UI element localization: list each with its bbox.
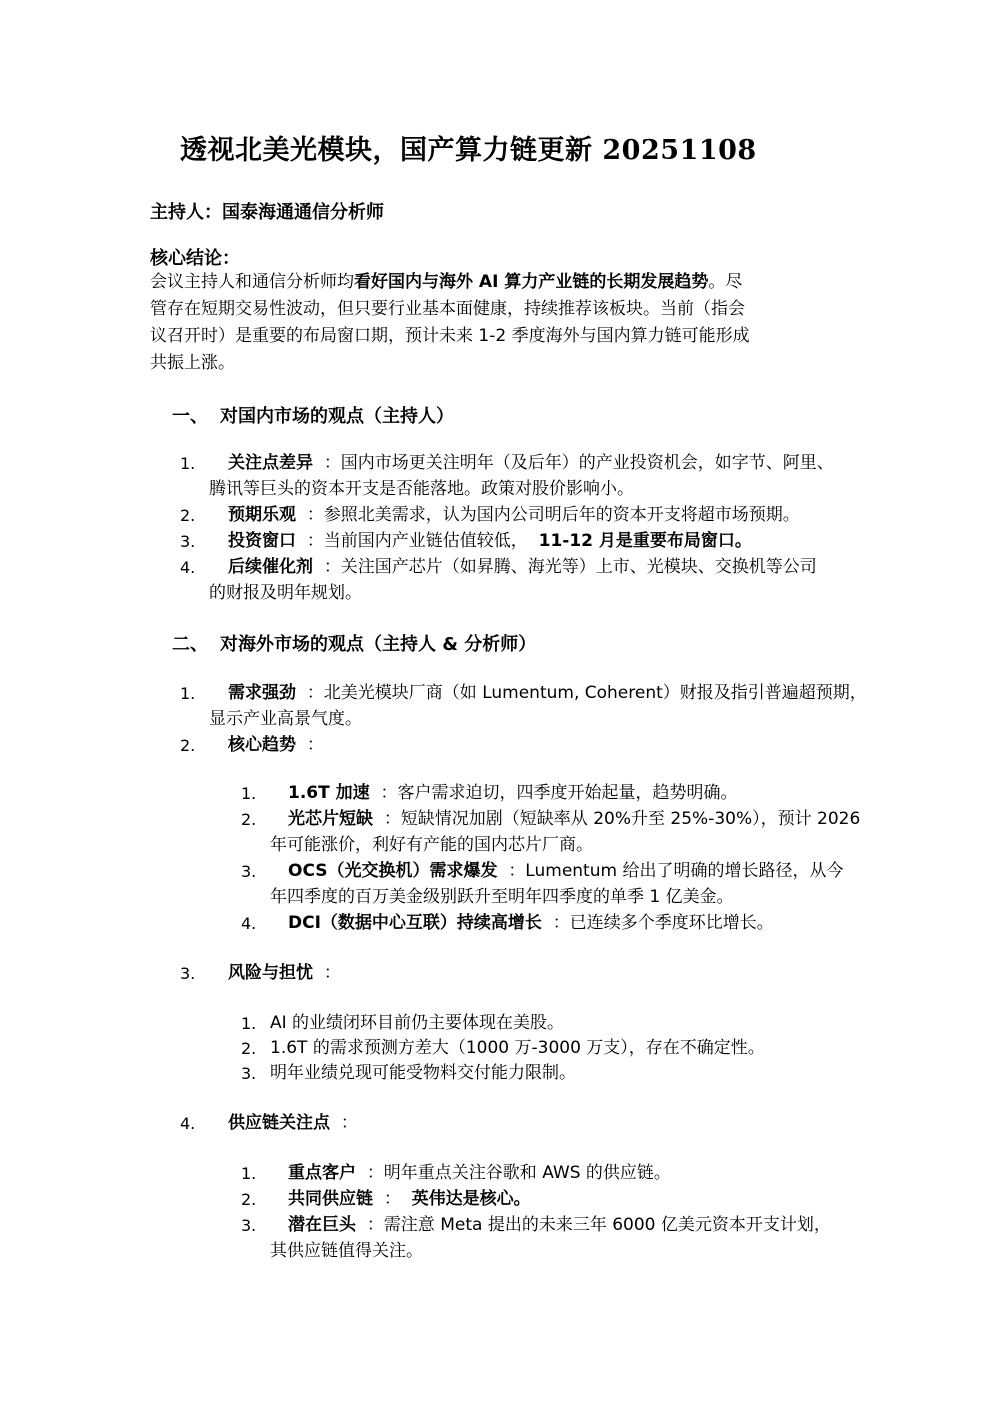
item-highlight: 11-12 月是重要布局窗口。 [538, 531, 752, 551]
sublist-number: 4. [241, 914, 257, 933]
sublist-item [288, 807, 860, 832]
list-item [228, 503, 800, 528]
sublist-number: 3. [241, 1064, 257, 1083]
sublist-item: AI 的业绩闭环目前仍主要体现在美股。 [270, 1013, 565, 1033]
list-number: 1. [180, 684, 196, 703]
list-item [228, 681, 867, 706]
list-number: 2. [180, 506, 196, 525]
sublist-number: 2. [241, 810, 257, 829]
core-line-4: 共振上涨。 [150, 353, 235, 373]
sublist-number: 2. [241, 1039, 257, 1058]
section-2-heading: 对海外市场的观点（主持人 & 分析师） [220, 634, 537, 655]
sublist-continuation: 年四季度的百万美金级别跃升至明年四季度的单季 1 亿美金。 [270, 887, 734, 907]
host-label: 主持人：国泰海通通信分析师 [150, 202, 384, 223]
list-number: 4. [180, 558, 196, 577]
list-number: 3. [180, 532, 196, 551]
item-key: 后续催化剂 [228, 557, 313, 577]
sublist-number: 1. [241, 784, 257, 803]
item-key: 风险与担忧 [228, 963, 313, 983]
item-key: 1.6T 加速 [288, 783, 370, 803]
item-key: 重点客户 [288, 1163, 356, 1183]
item-key: 投资窗口 [228, 531, 296, 551]
sublist-item [288, 1213, 831, 1238]
section-1-number: 一、 [172, 406, 208, 427]
sublist-continuation: 年可能涨价，利好有产能的国内芯片厂商。 [270, 835, 593, 855]
item-text: ：关注国产芯片（如昇腾、海光等）上市、光模块、交换机等公司 [323, 557, 817, 577]
item-key: 核心趋势 [228, 735, 296, 755]
item-text: ：国内市场更关注明年（及后年）的产业投资机会，如字节、阿里、 [323, 453, 834, 473]
item-text: ：当前国内产业链估值较低， [306, 531, 528, 551]
core-heading: 核心结论： [150, 248, 240, 269]
sublist-number: 3. [241, 862, 257, 881]
list-item-continuation: 的财报及明年规划。 [209, 583, 362, 603]
list-item [228, 961, 341, 986]
item-text: ： [340, 1113, 358, 1133]
list-number: 1. [180, 454, 196, 473]
list-item [228, 451, 834, 476]
sublist-number: 1. [241, 1014, 257, 1033]
item-key: OCS（光交换机）需求爆发 [288, 861, 498, 881]
list-item [228, 555, 817, 580]
sublist-continuation: 其供应链值得关注。 [270, 1241, 423, 1261]
item-text: ： [306, 735, 324, 755]
list-item-continuation: 腾讯等巨头的资本开支是否能落地。政策对股价影响小。 [209, 479, 634, 499]
item-text: ： [323, 963, 341, 983]
core-line-2: 管存在短期交易性波动，但只要行业基本面健康，持续推荐该板块。当前（指会 [150, 299, 745, 319]
item-text: ：北美光模块厂商（如 Lumentum, Coherent）财报及指引普遍超预期， [306, 683, 867, 703]
sublist-item: 明年业绩兑现可能受物料交付能力限制。 [270, 1063, 576, 1083]
list-number: 3. [180, 964, 196, 983]
item-key: 需求强劲 [228, 683, 296, 703]
item-text: ：参照北美需求，认为国内公司明后年的资本开支将超市场预期。 [306, 505, 800, 525]
item-text: ：需注意 Meta 提出的未来三年 6000 亿美元资本开支计划， [366, 1215, 831, 1235]
item-text: ： [383, 1189, 401, 1209]
core-text: 会议主持人和通信分析师均 [150, 272, 354, 292]
list-item [228, 1111, 358, 1136]
item-key: 光芯片短缺 [288, 809, 373, 829]
core-highlight: 看好国内与海外 AI 算力产业链的长期发展趋势 [354, 272, 709, 292]
section-2-number: 二、 [172, 634, 208, 655]
sublist-item [288, 911, 774, 936]
section-1-heading: 对国内市场的观点（主持人） [220, 406, 454, 427]
item-text: ：Lumentum 给出了明确的增长路径，从今 [508, 861, 844, 881]
list-item [228, 733, 324, 758]
item-key: DCI（数据中心互联）持续高增长 [288, 913, 542, 933]
list-number: 4. [180, 1114, 196, 1133]
sublist-number: 1. [241, 1164, 257, 1183]
sublist-item [288, 859, 843, 884]
item-key: 预期乐观 [228, 505, 296, 525]
core-line-1 [150, 270, 742, 295]
sublist-item [288, 1161, 671, 1186]
sublist-item [288, 1187, 531, 1212]
item-highlight: 英伟达是核心。 [411, 1189, 531, 1209]
item-text: ：明年重点关注谷歌和 AWS 的供应链。 [366, 1163, 671, 1183]
sublist-item: 1.6T 的需求预测方差大（1000 万-3000 万支），存在不确定性。 [270, 1038, 765, 1058]
list-item [228, 529, 752, 554]
item-text: ：短缺情况加剧（短缺率从 20%升至 25%-30%），预计 2026 [383, 809, 861, 829]
item-key: 潜在巨头 [288, 1215, 356, 1235]
item-text: ：客户需求迫切，四季度开始起量，趋势明确。 [380, 783, 738, 803]
item-key: 关注点差异 [228, 453, 313, 473]
item-key: 供应链关注点 [228, 1113, 330, 1133]
sublist-number: 3. [241, 1216, 257, 1235]
item-text: ：已连续多个季度环比增长。 [552, 913, 774, 933]
core-text: 。尽 [708, 272, 743, 292]
core-line-3: 议召开时）是重要的布局窗口期，预计未来 1-2 季度海外与国内算力链可能形成 [150, 326, 750, 346]
document-title: 透视北美光模块，国产算力链更新 20251108 [180, 135, 757, 166]
list-item-continuation: 显示产业高景气度。 [209, 709, 362, 729]
sublist-number: 2. [241, 1190, 257, 1209]
sublist-item [288, 781, 737, 806]
item-key: 共同供应链 [288, 1189, 373, 1209]
list-number: 2. [180, 736, 196, 755]
